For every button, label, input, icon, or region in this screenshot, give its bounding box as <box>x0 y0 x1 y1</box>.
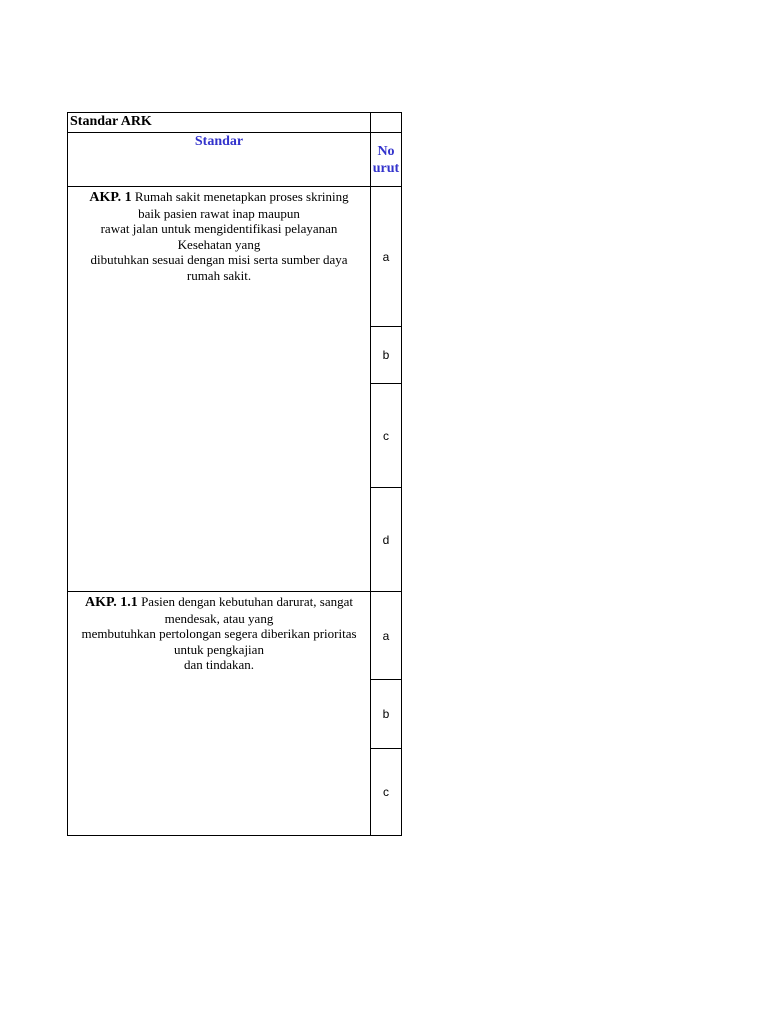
item-c: c <box>371 384 402 488</box>
standard-line: untuk pengkajian <box>174 641 264 657</box>
sheet-title: Standar ARK <box>68 113 371 133</box>
item-a: a <box>371 592 402 680</box>
item-a: a <box>371 187 402 327</box>
header-standar: Standar <box>68 133 371 187</box>
standard-line: Pasien dengan kebutuhan darurat, sangat <box>137 594 353 609</box>
standard-line: rumah sakit. <box>186 267 252 283</box>
standard-code: AKP. 1.1 <box>85 595 138 610</box>
standard-line: baik pasien rawat inap maupun <box>138 205 300 221</box>
standard-line: mendesak, atau yang <box>164 610 274 626</box>
standard-line: Kesehatan yang <box>177 236 261 252</box>
header-no-line2: urut <box>372 160 400 176</box>
standard-akp-1-1 <box>68 592 371 836</box>
item-b: b <box>371 327 402 384</box>
item-c: c <box>371 749 402 836</box>
standard-line: dan tindakan. <box>183 657 255 672</box>
standard-line: Rumah sakit menetapkan proses skrining <box>131 189 349 204</box>
item-d: d <box>371 488 402 592</box>
standards-table <box>67 112 402 836</box>
item-b: b <box>371 680 402 749</box>
header-no-urut <box>371 133 402 187</box>
standard-line: rawat jalan untuk mengidentifikasi pelayanan <box>100 221 338 236</box>
standard-line: dibutuhkan sesuai dengan misi serta sumber daya <box>90 252 348 267</box>
header-no-line1: No <box>377 143 395 159</box>
standard-akp-1 <box>68 187 371 592</box>
title-empty-cell <box>371 113 402 133</box>
standard-line: membutuhkan pertolongan segera diberikan prioritas <box>81 626 357 641</box>
standard-code: AKP. 1 <box>89 190 132 205</box>
